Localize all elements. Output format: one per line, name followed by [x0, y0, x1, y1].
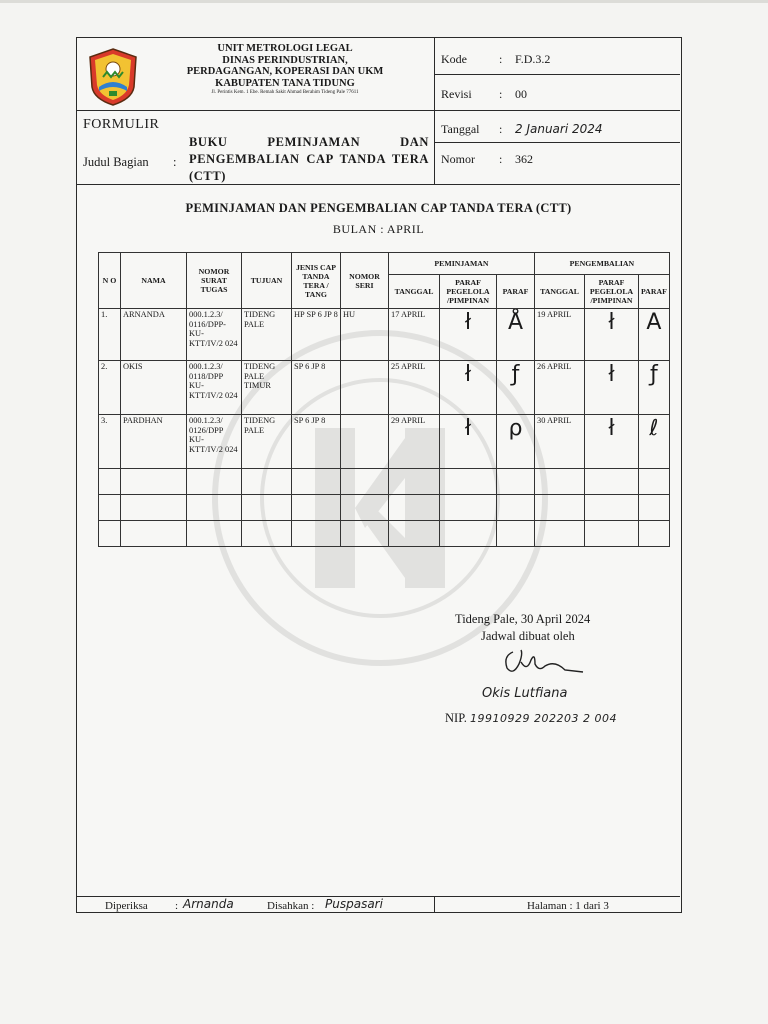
row-nama: ARNANDA — [121, 309, 187, 361]
row-paraf-pinjam — [497, 309, 535, 361]
table-row — [99, 361, 670, 415]
signature-icon: Å — [507, 310, 524, 335]
revisi-label: Revisi — [441, 87, 472, 101]
row-tanggal-kembali: 26 APRIL — [535, 361, 585, 415]
row-paraf-pegelola-kembali — [585, 361, 639, 415]
row-paraf-pegelola-pinjam — [440, 361, 497, 415]
maker-name: Okis Lutfiana — [482, 686, 568, 701]
row-seri — [341, 415, 389, 469]
table-row — [99, 309, 670, 361]
tanggal-field: Tanggal : 2 Januari 2024 — [441, 122, 603, 136]
row-tanggal-kembali: 30 APRIL — [535, 415, 585, 469]
col-paraf-pegelola-kembali-header: PARAF PEGELOLA /PIMPINAN — [585, 275, 639, 309]
tanggal-value: 2 Januari 2024 — [515, 122, 603, 136]
table-row-empty — [99, 495, 670, 521]
row-tanggal-pinjam: 17 APRIL — [389, 309, 440, 361]
row-jenis: SP 6 JP 8 — [292, 361, 341, 415]
row-tujuan: TIDENG PALE — [242, 309, 292, 361]
signature-icon: ƒ — [511, 362, 520, 387]
col-nomor-seri-header: NOMOR SERI — [341, 253, 389, 309]
signature-icon: ƒ — [650, 362, 658, 387]
disahkan-label: Disahkan : — [267, 900, 315, 912]
org-line-4: KABUPATEN TANA TIDUNG — [215, 77, 355, 89]
col-nama-header: NAMA — [121, 253, 187, 309]
diperiksa-value: Arnanda — [183, 897, 234, 911]
signature-icon: ł — [608, 362, 615, 387]
nip-field — [445, 711, 617, 726]
signature-icon: ł — [464, 416, 472, 441]
org-line-2: DINAS PERINDUSTRIAN, — [222, 54, 348, 66]
row-paraf-pegelola-pinjam — [440, 309, 497, 361]
row-paraf-pinjam — [497, 361, 535, 415]
row-tanggal-pinjam: 29 APRIL — [389, 415, 440, 469]
row-paraf-pegelola-kembali — [585, 309, 639, 361]
revisi-value: 00 — [515, 87, 527, 101]
row-tanggal-kembali: 19 APRIL — [535, 309, 585, 361]
col-tujuan-header: TUJUAN — [242, 253, 292, 309]
diperiksa-colon: : — [175, 900, 179, 912]
peminjaman-header: PEMINJAMAN — [389, 253, 535, 275]
col-paraf-kembali-header: PARAF — [639, 275, 670, 309]
form-document — [76, 37, 682, 913]
row-paraf-pegelola-pinjam — [440, 415, 497, 469]
nip-value: 19910929 202203 2 004 — [470, 712, 617, 725]
col-jenis-header: JENIS CAP TANDA TERA / TANG — [292, 253, 341, 309]
col-no-header: N O — [99, 253, 121, 309]
row-surat: 000.1.2.3/ 0116/DPP- KU- KTT/IV/2 024 — [187, 309, 242, 361]
revisi-field: Revisi : 00 — [441, 87, 527, 101]
row-tujuan: TIDENG PALE TIMUR — [242, 361, 292, 415]
footer-divider — [434, 897, 435, 912]
header-divider — [434, 38, 435, 184]
disahkan-value: Puspasari — [325, 897, 383, 911]
row-no: 2. — [99, 361, 121, 415]
signature-icon: ł — [608, 416, 615, 441]
org-line-1: UNIT METROLOGI LEGAL — [217, 43, 353, 54]
lending-table — [98, 252, 670, 547]
nomor-field: Nomor : 362 — [441, 152, 533, 166]
tanggal-label: Tanggal — [441, 122, 480, 136]
org-line-3: PERDAGANGAN, KOPERASI DAN UKM — [186, 66, 384, 77]
row-paraf-pegelola-kembali — [585, 415, 639, 469]
page-number: Halaman : 1 dari 3 — [527, 900, 609, 912]
judul-colon: : — [173, 155, 177, 169]
org-address: Jl. Perintis Kem. 1 Ebe. Remah Sakit Ahmad Berahim Tideng Pale 77611 — [211, 90, 359, 95]
row-surat: 000.1.2.3/ 0118/DPP KU- KTT/IV/2 024 — [187, 361, 242, 415]
judul-bagian-label: Judul Bagian — [83, 155, 149, 169]
row-no: 1. — [99, 309, 121, 361]
signature-icon: ł — [464, 310, 472, 335]
signature-icon: ł — [608, 310, 615, 335]
row-paraf-kembali — [639, 361, 670, 415]
table-header-row — [99, 253, 670, 275]
col-tanggal-pinjam-header: TANGGAL — [389, 275, 440, 309]
col-paraf-pegelola-pinjam-header: PARAF PEGELOLA /PIMPINAN — [440, 275, 497, 309]
row-nama: PARDHAN — [121, 415, 187, 469]
section-divider — [77, 184, 680, 185]
regency-emblem-logo — [87, 47, 139, 107]
signature-icon: A — [646, 310, 662, 335]
table-row — [99, 415, 670, 469]
signature-icon: ł — [464, 362, 472, 387]
row-jenis: HP SP 6 JP 8 — [292, 309, 341, 361]
row-paraf-kembali — [639, 415, 670, 469]
row-seri — [341, 361, 389, 415]
meta-divider — [434, 142, 680, 143]
organization-name — [139, 43, 431, 96]
kode-label: Kode — [441, 52, 467, 66]
row-tanggal-pinjam: 25 APRIL — [389, 361, 440, 415]
nip-label: NIP. — [445, 711, 467, 725]
formulir-label: FORMULIR — [83, 117, 160, 132]
month-subtitle: BULAN : APRIL — [332, 222, 425, 236]
footer — [77, 896, 680, 912]
page-title: PEMINJAMAN DAN PENGEMBALIAN CAP TANDA TERA (CTT) — [185, 201, 572, 215]
row-jenis: SP 6 JP 8 — [292, 415, 341, 469]
judul-bagian-value: BUKU PEMINJAMAN DAN PENGEMBALIAN CAP TANDA TERA (CTT) — [189, 135, 429, 183]
nomor-value: 362 — [515, 152, 533, 166]
col-nomor-surat-header: NOMOR SURAT TUGAS — [187, 253, 242, 309]
row-seri: HU — [341, 309, 389, 361]
col-paraf-pinjam-header: PARAF — [497, 275, 535, 309]
meta-divider — [434, 74, 680, 75]
signature-icon: ρ — [508, 416, 523, 441]
row-surat: 000.1.2.3/ 0126/DPP KU- KTT/IV/2 024 — [187, 415, 242, 469]
table-row-empty — [99, 469, 670, 495]
pengembalian-header: PENGEMBALIAN — [535, 253, 670, 275]
diperiksa-label: Diperiksa — [105, 900, 148, 912]
place-date: Tideng Pale, 30 April 2024 — [455, 612, 591, 626]
page-top-edge — [0, 0, 768, 3]
kode-field: Kode : F.D.3.2 — [441, 52, 551, 66]
row-tujuan: TIDENG PALE — [242, 415, 292, 469]
row-no: 3. — [99, 415, 121, 469]
row-paraf-pinjam — [497, 415, 535, 469]
row-nama: OKIS — [121, 361, 187, 415]
signature-icon: ℓ — [649, 416, 659, 441]
row-paraf-kembali — [639, 309, 670, 361]
made-by-label: Jadwal dibuat oleh — [481, 629, 575, 643]
table-row-empty — [99, 521, 670, 547]
nomor-label: Nomor — [441, 152, 475, 166]
kode-value: F.D.3.2 — [515, 52, 551, 66]
col-tanggal-kembali-header: TANGGAL — [535, 275, 585, 309]
